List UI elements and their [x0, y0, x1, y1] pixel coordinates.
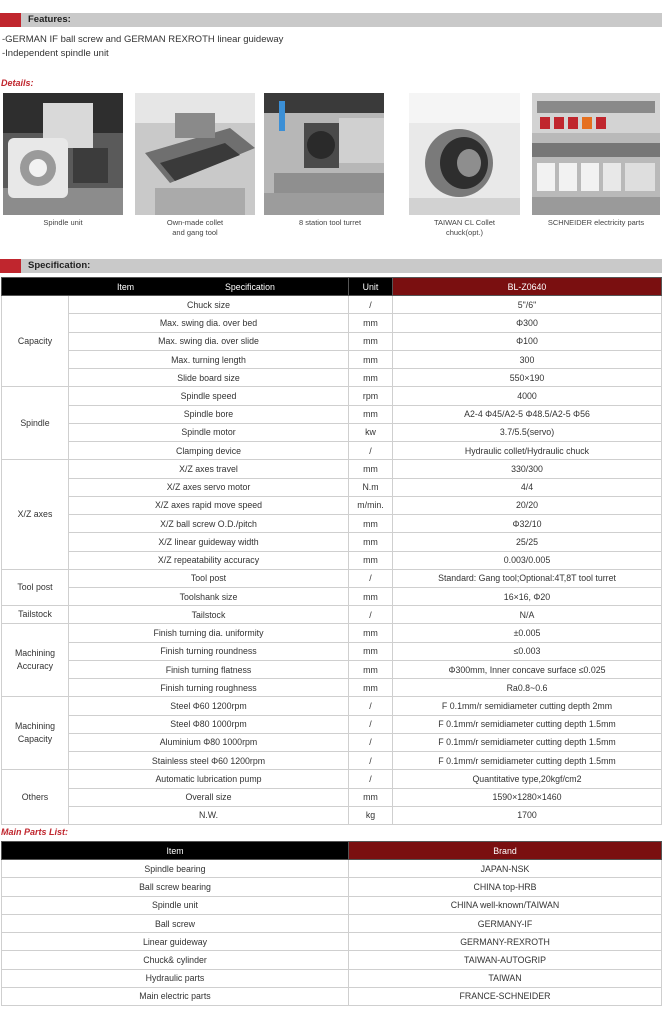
- spec-unit: /: [349, 733, 393, 751]
- part-brand: FRANCE-SCHNEIDER: [349, 987, 662, 1005]
- spec-row: [2, 788, 662, 806]
- spec-name: Max. turning length: [69, 350, 349, 368]
- spec-name: N.W.: [69, 806, 349, 824]
- part-item: Linear guideway: [2, 933, 349, 951]
- collet-chuck-photo: [409, 93, 520, 215]
- spec-row: [2, 660, 662, 678]
- spec-name: X/Z axes rapid move speed: [69, 496, 349, 514]
- spec-unit: m/min.: [349, 496, 393, 514]
- spec-name: Steel Φ60 1200rpm: [69, 697, 349, 715]
- spec-group-label: X/Z axes: [2, 460, 69, 569]
- spec-row: [2, 806, 662, 824]
- unit-header: Unit: [349, 278, 393, 296]
- parts-header-row: [2, 842, 662, 860]
- specification-section-bar: [0, 259, 662, 273]
- part-brand: CHINA top-HRB: [349, 878, 662, 896]
- spec-row: [2, 606, 662, 624]
- spec-value: Ra0.8~0.6: [393, 679, 662, 697]
- spec-row: [2, 405, 662, 423]
- spec-name: X/Z repeatability accuracy: [69, 551, 349, 569]
- parts-row: [2, 969, 662, 987]
- spec-value: 550×190: [393, 369, 662, 387]
- spec-group-label: Spindle: [2, 387, 69, 460]
- spec-name: Automatic lubrication pump: [69, 770, 349, 788]
- spec-unit: mm: [349, 551, 393, 569]
- spec-unit: /: [349, 752, 393, 770]
- part-item: Spindle bearing: [2, 860, 349, 878]
- spec-name: Aluminium Φ80 1000rpm: [69, 733, 349, 751]
- spec-unit: /: [349, 770, 393, 788]
- spec-group-label: Others: [2, 770, 69, 825]
- parts-brand-header: Brand: [349, 842, 662, 860]
- feature-line: -GERMAN IF ball screw and GERMAN REXROTH linear guideway: [2, 34, 284, 45]
- spec-name: Spindle motor: [69, 423, 349, 441]
- spec-group-label: Machining Capacity: [2, 697, 69, 770]
- spec-unit: /: [349, 442, 393, 460]
- part-item: Spindle unit: [2, 896, 349, 914]
- item-spec-header: Item Specification: [2, 278, 349, 296]
- spec-row: [2, 387, 662, 405]
- spec-unit: mm: [349, 350, 393, 368]
- parts-row: [2, 878, 662, 896]
- spec-name: Steel Φ80 1000rpm: [69, 715, 349, 733]
- spec-unit: /: [349, 606, 393, 624]
- spec-value: ±0.005: [393, 624, 662, 642]
- spec-value: Φ32/10: [393, 515, 662, 533]
- spec-value: 20/20: [393, 496, 662, 514]
- spec-value: N/A: [393, 606, 662, 624]
- spec-name: Finish turning dia. uniformity: [69, 624, 349, 642]
- spec-unit: mm: [349, 369, 393, 387]
- spec-unit: mm: [349, 314, 393, 332]
- spec-row: [2, 533, 662, 551]
- specification-table: [1, 277, 662, 825]
- spec-name: Overall size: [69, 788, 349, 806]
- specification-heading: Specification:: [28, 260, 91, 271]
- part-brand: JAPAN-NSK: [349, 860, 662, 878]
- spec-name: Slide board size: [69, 369, 349, 387]
- part-item: Main electric parts: [2, 987, 349, 1005]
- spec-value: A2-4 Φ45/A2-5 Φ48.5/A2-5 Φ56: [393, 405, 662, 423]
- spec-name: Tailstock: [69, 606, 349, 624]
- spec-unit: mm: [349, 679, 393, 697]
- spec-name: Chuck size: [69, 296, 349, 314]
- photo-caption: Own-made collet and gang tool: [166, 218, 224, 237]
- spec-unit: kw: [349, 423, 393, 441]
- spec-name: X/Z ball screw O.D./pitch: [69, 515, 349, 533]
- part-item: Hydraulic parts: [2, 969, 349, 987]
- spec-name: Finish turning flatness: [69, 660, 349, 678]
- spec-unit: mm: [349, 405, 393, 423]
- spec-unit: mm: [349, 515, 393, 533]
- spec-row: [2, 423, 662, 441]
- spec-row: [2, 733, 662, 751]
- spec-value: 330/300: [393, 460, 662, 478]
- part-item: Ball screw: [2, 914, 349, 932]
- spec-value: Hydraulic collet/Hydraulic chuck: [393, 442, 662, 460]
- spec-row: [2, 770, 662, 788]
- spec-value: 1700: [393, 806, 662, 824]
- spec-row: [2, 679, 662, 697]
- spec-row: [2, 350, 662, 368]
- spec-value: Φ300: [393, 314, 662, 332]
- part-brand: TAIWAN-AUTOGRIP: [349, 951, 662, 969]
- tool-turret-photo: [264, 93, 384, 215]
- feature-line: -Independent spindle unit: [2, 48, 109, 59]
- photo-caption: TAIWAN CL Collet chuck(opt.): [434, 218, 495, 237]
- model-header: BL-Z0640: [393, 278, 662, 296]
- spec-row: [2, 478, 662, 496]
- gang-tool-photo: [135, 93, 255, 215]
- spec-unit: mm: [349, 642, 393, 660]
- spec-row: [2, 715, 662, 733]
- spec-value: ≤0.003: [393, 642, 662, 660]
- spec-name: Spindle bore: [69, 405, 349, 423]
- spec-value: Φ100: [393, 332, 662, 350]
- spec-unit: kg: [349, 806, 393, 824]
- spec-unit: /: [349, 569, 393, 587]
- spec-row: [2, 496, 662, 514]
- spec-name: Tool post: [69, 569, 349, 587]
- parts-item-header: Item: [2, 842, 349, 860]
- parts-row: [2, 860, 662, 878]
- spec-group-label: Machining Accuracy: [2, 624, 69, 697]
- spec-value: F 0.1mm/r semidiameter cutting depth 1.5mm: [393, 733, 662, 751]
- spec-unit: rpm: [349, 387, 393, 405]
- section-marker: [0, 13, 21, 27]
- spec-unit: /: [349, 697, 393, 715]
- spec-unit: mm: [349, 624, 393, 642]
- spec-unit: mm: [349, 332, 393, 350]
- spec-name: Stainless steel Φ60 1200rpm: [69, 752, 349, 770]
- spec-value: 5"/6": [393, 296, 662, 314]
- spec-name: Finish turning roughness: [69, 679, 349, 697]
- spec-name: Clamping device: [69, 442, 349, 460]
- photo-caption: SCHNEIDER electricity parts: [547, 218, 645, 227]
- features-section-bar: [0, 13, 662, 27]
- spindle-unit-photo: [3, 93, 123, 215]
- spec-row: [2, 624, 662, 642]
- details-heading: Details:: [1, 78, 34, 88]
- spec-value: Φ300mm, Inner concave surface ≤0.025: [393, 660, 662, 678]
- spec-name: Finish turning roundness: [69, 642, 349, 660]
- spec-group-label: Capacity: [2, 296, 69, 387]
- part-brand: CHINA well-known/TAIWAN: [349, 896, 662, 914]
- parts-row: [2, 914, 662, 932]
- spec-row: [2, 515, 662, 533]
- spec-row: [2, 642, 662, 660]
- part-brand: TAIWAN: [349, 969, 662, 987]
- spec-unit: mm: [349, 788, 393, 806]
- spec-name: Max. swing dia. over bed: [69, 314, 349, 332]
- spec-value: F 0.1mm/r semidiameter cutting depth 1.5mm: [393, 715, 662, 733]
- spec-value: F 0.1mm/r semidiameter cutting depth 2mm: [393, 697, 662, 715]
- photo-caption: Spindle unit: [43, 218, 83, 227]
- features-heading: Features:: [28, 14, 71, 25]
- spec-unit: /: [349, 715, 393, 733]
- spec-group-label: Tool post: [2, 569, 69, 605]
- spec-value: 16×16, Φ20: [393, 587, 662, 605]
- parts-row: [2, 933, 662, 951]
- spec-row: [2, 442, 662, 460]
- parts-row: [2, 896, 662, 914]
- spec-row: [2, 369, 662, 387]
- spec-value: 4000: [393, 387, 662, 405]
- electric-parts-photo: [532, 93, 660, 215]
- parts-row: [2, 951, 662, 969]
- spec-row: [2, 332, 662, 350]
- spec-value: 3.7/5.5(servo): [393, 423, 662, 441]
- spec-group-label: Tailstock: [2, 606, 69, 624]
- part-item: Chuck& cylinder: [2, 951, 349, 969]
- spec-value: F 0.1mm/r semidiameter cutting depth 1.5mm: [393, 752, 662, 770]
- spec-header-row: [2, 278, 662, 296]
- part-brand: GERMANY-IF: [349, 914, 662, 932]
- spec-value: Standard: Gang tool;Optional:4T,8T tool turret: [393, 569, 662, 587]
- spec-unit: mm: [349, 533, 393, 551]
- spec-row: [2, 296, 662, 314]
- spec-name: X/Z axes travel: [69, 460, 349, 478]
- spec-name: Max. swing dia. over slide: [69, 332, 349, 350]
- spec-name: X/Z axes servo motor: [69, 478, 349, 496]
- parts-heading: Main Parts List:: [1, 827, 69, 837]
- spec-row: [2, 587, 662, 605]
- parts-table: [1, 841, 662, 1006]
- spec-value: 1590×1280×1460: [393, 788, 662, 806]
- spec-unit: mm: [349, 660, 393, 678]
- spec-unit: mm: [349, 587, 393, 605]
- spec-row: [2, 314, 662, 332]
- spec-name: Toolshank size: [69, 587, 349, 605]
- spec-row: [2, 460, 662, 478]
- spec-row: [2, 697, 662, 715]
- section-marker: [0, 259, 21, 273]
- photo-caption: 8 station tool turret: [298, 218, 362, 227]
- spec-value: Quantitative type,20kgf/cm2: [393, 770, 662, 788]
- spec-row: [2, 752, 662, 770]
- spec-value: 0.003/0.005: [393, 551, 662, 569]
- spec-unit: mm: [349, 460, 393, 478]
- part-brand: GERMANY-REXROTH: [349, 933, 662, 951]
- spec-name: X/Z linear guideway width: [69, 533, 349, 551]
- spec-row: [2, 569, 662, 587]
- spec-row: [2, 551, 662, 569]
- parts-row: [2, 987, 662, 1005]
- spec-value: 25/25: [393, 533, 662, 551]
- spec-name: Spindle speed: [69, 387, 349, 405]
- spec-value: 4/4: [393, 478, 662, 496]
- spec-value: 300: [393, 350, 662, 368]
- spec-unit: N.m: [349, 478, 393, 496]
- part-item: Ball screw bearing: [2, 878, 349, 896]
- spec-unit: /: [349, 296, 393, 314]
